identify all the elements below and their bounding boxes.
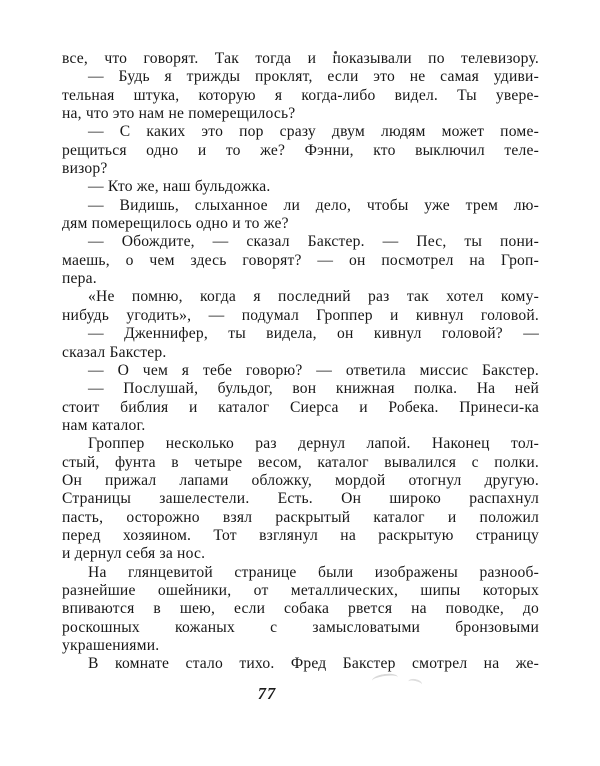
text-line: украшениями. — [62, 637, 160, 654]
text-line: пасть, осторожно взял раскрытый каталог и положил — [62, 508, 539, 526]
text-line: роскошных кожаных с замысловатыми бронзовыми — [62, 618, 539, 636]
text-line: — Дженнифер, ты видела, он кивнул головой? — — [88, 325, 539, 343]
scan-smudge — [371, 672, 398, 686]
page-text — [62, 50, 539, 674]
text-line: Страницы зашелестели. Есть. Он широко распахнул — [62, 490, 539, 508]
text-line: дям померещилось одно и то же? — [62, 215, 289, 233]
text-line: пера. — [62, 270, 97, 288]
text-line: и дернул себя за нос. — [62, 545, 206, 563]
text-line: стый, фунта в четыре весом, каталог вывалился с полки. — [62, 453, 539, 471]
text-line: нибудь угодить», — подумал Гроппер и кивнул головой. — [62, 306, 539, 324]
text-line: На глянцевитой странице были изображены разнооб- — [88, 563, 539, 581]
text-line: В комнате стало тихо. Фред Бакстер смотрел на же- — [88, 655, 539, 673]
text-line: Он прижал лапами обложку, мордой отогнул другую. — [62, 471, 539, 489]
text-line: сказал Бакстер. — [62, 343, 167, 361]
text-line: все, что говорят. Так тогда и показывали по телевизору. — [62, 50, 539, 67]
text-line: «Не помню, когда я последний раз так хотел кому- — [88, 288, 539, 306]
text-line: — Кто же, наш бульдожка. — [88, 178, 271, 196]
text-line: на, что это нам не померещилось? — [62, 105, 296, 123]
text-line: разнейшие ошейники, от металлических, шипы которых — [62, 581, 539, 599]
text-line: — С каких это пор сразу двум людям может поме- — [88, 123, 539, 141]
text-line: перед хозяином. Тот взглянул на раскрытую страницу — [62, 526, 539, 544]
text-line: — Обождите, — сказал Бакстер. — Пес, ты пони- — [88, 233, 539, 251]
text-line: рещиться одно и то же? Фэнни, кто выключил теле- — [62, 141, 539, 159]
text-line: Гроппер несколько раз дернул лапой. Наконец тол- — [88, 435, 539, 453]
text-line: — О чем я тебе говорю? — ответила миссис Бакстер. — [88, 361, 539, 379]
text-line: маешь, о чем здесь говорят? — он посмотрел на Гроп- — [62, 251, 539, 269]
text-line: — Послушай, бульдог, вон книжная полка. На ней — [88, 380, 539, 398]
text-line: впиваются в шею, если собака рвется на поводке, до — [62, 600, 539, 618]
page-number: 77 — [257, 684, 277, 703]
text-line: — Будь я трижды проклят, если это не самая удиви- — [88, 68, 539, 86]
text-line: стоит библия и каталог Сиерса и Робека. Принеси-ка — [62, 398, 539, 416]
scan-smudge — [407, 678, 422, 689]
text-line: нам каталог. — [62, 416, 146, 434]
text-line: визор? — [62, 160, 108, 178]
text-line: тельная штука, которую я когда-либо видел. Ты увере- — [62, 86, 539, 104]
text-line: — Видишь, слыханное ли дело, чтобы уже трем лю- — [88, 196, 539, 214]
